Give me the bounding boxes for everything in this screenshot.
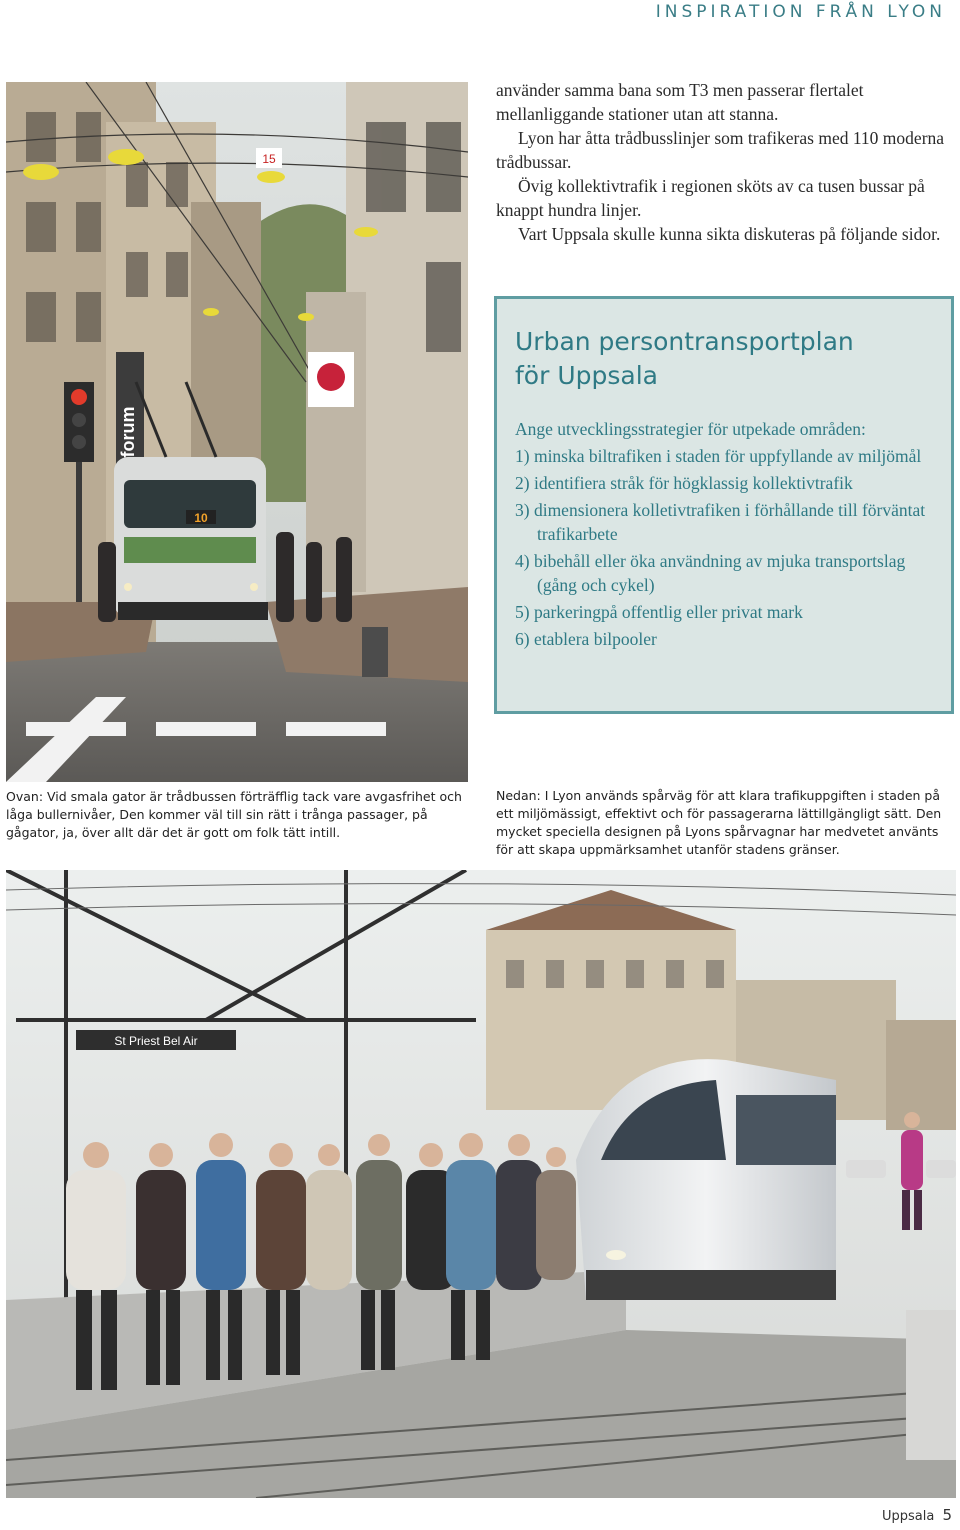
bus-number-text: 10 bbox=[194, 511, 208, 525]
plan-intro: Ange utvecklingsstrategier för utpekade områden: bbox=[515, 419, 866, 439]
tram-station-photo bbox=[6, 870, 956, 1498]
caption-top-photo: Ovan: Vid smala gator är trådbussen förträfflig tack vare avgasfrihet och låga bullernivåer, Den kommer väl till sin rätt i trånga passager, på gågator, ja, över allt där det är gott om folk tätt intill. bbox=[6, 789, 462, 840]
plan-list-item: 6) etablera bilpooler bbox=[515, 629, 657, 649]
page-footer bbox=[882, 1506, 952, 1524]
article-body-text bbox=[496, 78, 948, 246]
station-sign-text: St Priest Bel Air bbox=[114, 1034, 198, 1048]
plan-title bbox=[515, 325, 933, 393]
trolleybus-street-photo bbox=[6, 82, 468, 782]
plan-list-item: 3) dimensionera kolletivtrafiken i förhållande till förväntat trafikarbete bbox=[515, 500, 926, 544]
plan-list-item: 2) identifiera stråk för högklassig kollektivtrafik bbox=[515, 473, 853, 493]
caption-bottom-photo: Nedan: I Lyon används spårväg för att klara trafikuppgiften i staden på ett miljömässigt, effektivt och för passagerarna lättillgängligt sätt. Den mycket speciella designen på Lyons spårvagnar har medvetet använts för att skapa uppmärksamhet utanför stadens gränser. bbox=[496, 788, 942, 857]
body-paragraph: använder samma bana som T3 men passerar flertalet mellanliggande stationer utan att stanna. bbox=[496, 80, 864, 124]
forum-sign-text: forum bbox=[118, 406, 138, 458]
plan-list-item: 4) bibehåll eller öka användning av mjuka transportslag (gång och cykel) bbox=[515, 551, 906, 595]
footer-publication: Uppsala bbox=[881, 1509, 935, 1524]
body-paragraph: Lyon har åtta trådbusslinjer som trafikeras med 110 moderna trådbussar. bbox=[496, 128, 945, 172]
plan-list-item: 1) minska biltrafiken i staden för uppfyllande av miljömål bbox=[515, 446, 922, 466]
plan-info-box bbox=[494, 296, 954, 714]
section-header: INSPIRATION FRÅN LYON bbox=[655, 2, 946, 22]
lamp-number-text: 15 bbox=[262, 152, 276, 166]
body-paragraph: Övig kollektivtrafik i regionen sköts av ca tusen bussar på knappt hundra linjer. bbox=[496, 176, 925, 220]
plan-list-item: 5) parkeringpå offentlig eller privat mark bbox=[515, 602, 803, 622]
plan-title-line1: Urban persontransportplan bbox=[515, 327, 854, 356]
page-number: 5 bbox=[942, 1506, 952, 1524]
body-paragraph: Vart Uppsala skulle kunna sikta diskuteras på följande sidor. bbox=[518, 224, 941, 244]
plan-title-line2: för Uppsala bbox=[515, 361, 658, 390]
